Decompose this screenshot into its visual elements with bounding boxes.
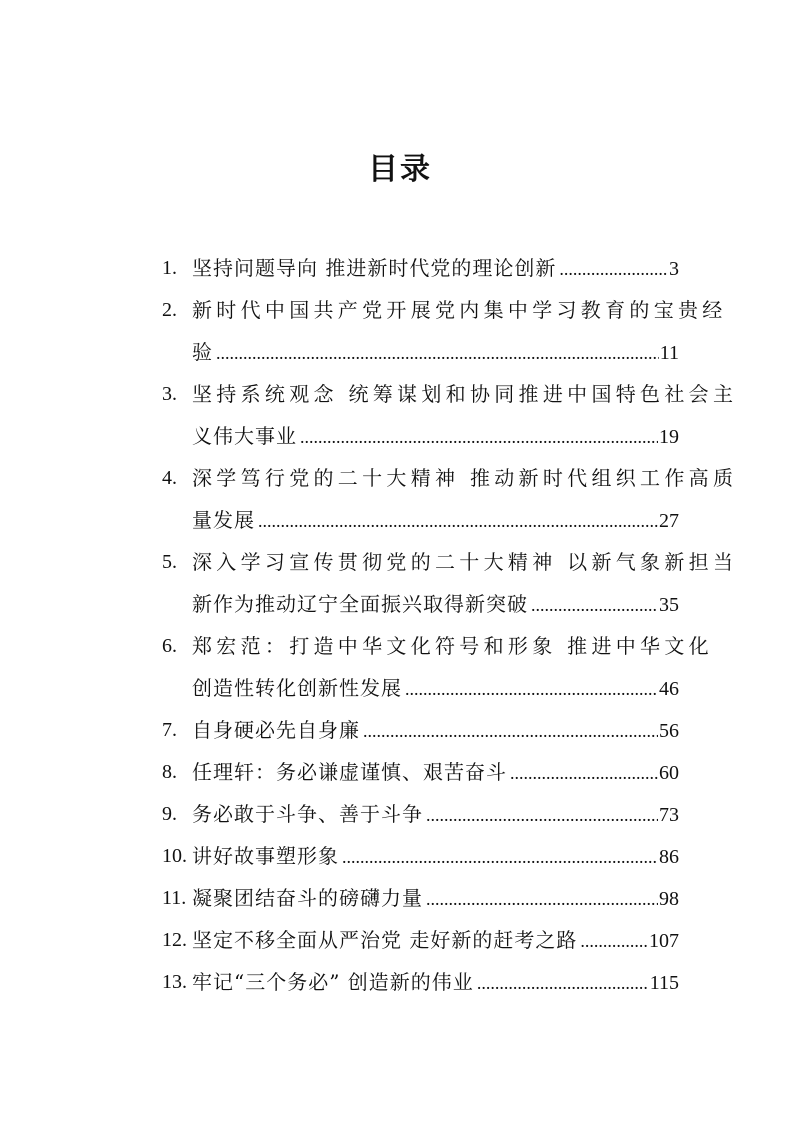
toc-entry-title: 牢记“三个务必” 创造新的伟业 — [192, 970, 474, 994]
toc-page-number: 98 — [659, 888, 679, 910]
toc-entry-number: 6. — [162, 635, 177, 657]
toc-entry-12[interactable] — [162, 920, 679, 962]
toc-entry-title: 务必敢于斗争、善于斗争 — [192, 802, 423, 826]
toc-leader-dots — [531, 585, 658, 625]
toc-entry-5[interactable] — [162, 542, 738, 626]
toc-page-number: 3 — [669, 258, 679, 280]
toc-entry-2[interactable] — [162, 290, 727, 374]
toc-entry-8[interactable] — [162, 752, 679, 794]
toc-entry-number: 4. — [162, 467, 177, 489]
toc-entry-title: 郑宏范：打造中华文化符号和形象 推进中华文化 — [192, 634, 713, 658]
toc-page-number: 56 — [659, 720, 679, 742]
toc-leader-dots — [559, 249, 668, 289]
toc-entry-title-cont: 义伟大事业 — [192, 424, 297, 448]
toc-entry-6[interactable] — [162, 626, 713, 710]
toc-entry-7[interactable] — [162, 710, 679, 752]
toc-entry-13[interactable] — [162, 962, 679, 1004]
toc-entry-title: 讲好故事塑形象 — [192, 844, 339, 868]
toc-entry-title: 凝聚团结奋斗的磅礴力量 — [192, 886, 423, 910]
toc-entry-number: 3. — [162, 383, 177, 405]
toc-leader-dots — [342, 837, 658, 877]
toc-entry-title: 自身硬必先自身廉 — [192, 718, 360, 742]
toc-entry-number: 2. — [162, 299, 177, 321]
toc-entry-title: 深入学习宣传贯彻党的二十大精神 以新气象新担当 — [192, 550, 738, 574]
toc-leader-dots — [477, 963, 649, 1003]
toc-entry-title-cont: 验 — [192, 340, 213, 364]
toc-entry-title-cont: 新作为推动辽宁全面振兴取得新突破 — [192, 592, 528, 616]
toc-leader-dots — [405, 669, 658, 709]
toc-entry-title: 深学笃行党的二十大精神 推动新时代组织工作高质 — [192, 466, 738, 490]
toc-leader-dots — [510, 753, 658, 793]
toc-page-number: 35 — [659, 594, 679, 616]
toc-entry-title: 坚定不移全面从严治党 走好新的赶考之路 — [192, 928, 578, 952]
toc-entry-10[interactable] — [162, 836, 679, 878]
toc-leader-dots — [216, 333, 659, 373]
toc-leader-dots — [580, 921, 648, 961]
toc-page-number: 73 — [659, 804, 679, 826]
table-of-contents — [162, 248, 738, 1004]
toc-entry-title: 坚持问题导向 推进新时代党的理论创新 — [192, 256, 557, 280]
toc-entry-title: 任理轩：务必谦虚谨慎、艰苦奋斗 — [192, 760, 507, 784]
toc-entry-1[interactable] — [162, 248, 679, 290]
toc-entry-number: 1. — [162, 257, 177, 279]
toc-entry-number: 9. — [162, 803, 177, 825]
toc-entry-title: 坚持系统观念 统筹谋划和协同推进中国特色社会主 — [192, 382, 738, 406]
toc-entry-11[interactable] — [162, 878, 679, 920]
toc-page-number: 60 — [659, 762, 679, 784]
toc-leader-dots — [426, 879, 658, 919]
toc-leader-dots — [363, 711, 658, 751]
toc-page-number: 19 — [659, 426, 679, 448]
toc-page-number: 11 — [659, 342, 679, 364]
toc-entry-number: 8. — [162, 761, 177, 783]
toc-entry-title: 新时代中国共产党开展党内集中学习教育的宝贵经 — [192, 298, 727, 322]
toc-entry-title-cont: 量发展 — [192, 508, 255, 532]
toc-entry-4[interactable] — [162, 458, 738, 542]
toc-page-number: 107 — [649, 930, 679, 952]
toc-entry-number: 7. — [162, 719, 177, 741]
toc-entry-number: 10. — [162, 845, 187, 867]
toc-page-number: 86 — [659, 846, 679, 868]
toc-entry-title-cont: 创造性转化创新性发展 — [192, 676, 402, 700]
toc-page-number: 27 — [659, 510, 679, 532]
toc-entry-9[interactable] — [162, 794, 679, 836]
toc-page-number: 115 — [649, 972, 679, 994]
toc-entry-number: 5. — [162, 551, 177, 573]
toc-entry-number: 13. — [162, 971, 187, 993]
toc-entry-number: 12. — [162, 929, 187, 951]
toc-leader-dots — [426, 795, 658, 835]
toc-leader-dots — [300, 417, 658, 457]
page-title: 目录 — [368, 152, 432, 187]
toc-entry-number: 11. — [162, 887, 187, 909]
toc-leader-dots — [258, 501, 658, 541]
toc-entry-3[interactable] — [162, 374, 738, 458]
toc-page-number: 46 — [659, 678, 679, 700]
